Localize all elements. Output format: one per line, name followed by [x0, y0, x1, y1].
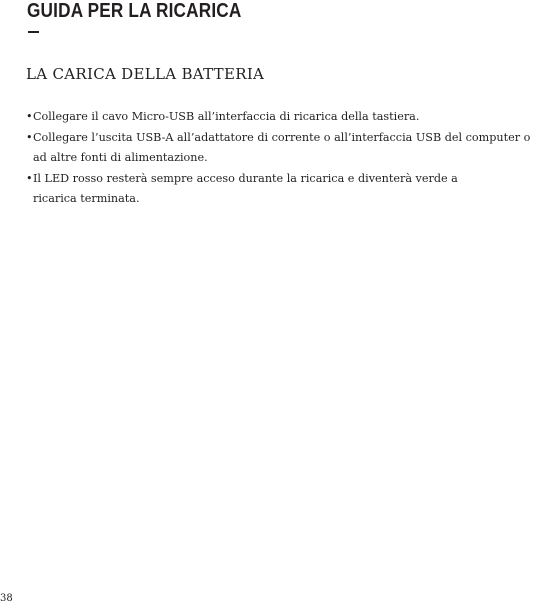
title-underline-dash [28, 31, 39, 33]
instruction-item [26, 128, 548, 169]
page-title: GUIDA PER LA RICARICA [27, 0, 242, 22]
instruction-line: Collegare il cavo Micro-USB all’interfaccia di ricarica della tastiera. [33, 110, 420, 123]
instruction-line: ricarica terminata. [33, 192, 140, 206]
instruction-line: Collegare l’uscita USB-A all’adattatore di corrente o all’interfaccia USB del computer o [33, 130, 531, 144]
instruction-item [26, 169, 548, 210]
bullet-icon: • [26, 110, 33, 123]
page-number: 38 [0, 593, 13, 604]
instruction-line: ad altre fonti di alimentazione. [33, 151, 208, 165]
instruction-line: Il LED rosso resterà sempre acceso durante la ricarica e diventerà verde a [33, 171, 458, 185]
section-heading: LA CARICA DELLA BATTERIA [26, 65, 265, 83]
instruction-item [26, 107, 548, 128]
bullet-icon: • [26, 130, 33, 144]
bullet-icon: • [26, 171, 33, 185]
instruction-list [26, 107, 548, 210]
